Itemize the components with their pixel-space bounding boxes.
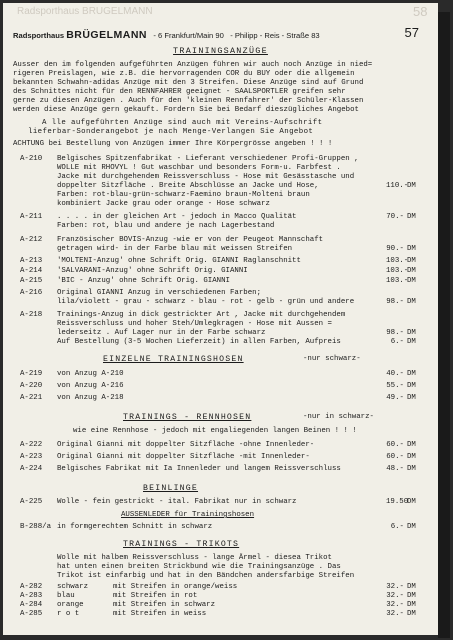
item-code: B-288/a <box>20 523 52 531</box>
item-description: Farben: rot, blau und andere je nach Lagerbestand <box>57 222 275 230</box>
trikot-price: 32.- <box>386 592 404 600</box>
item-price: 48.- <box>386 465 404 473</box>
trikot-color: r o t <box>57 610 80 618</box>
item-price: 60.- <box>386 441 404 449</box>
item-description: Jacke mit durchgehendem Reissverschluss - Hose mit Gesässtasche und <box>57 173 355 181</box>
item-description: Original GIANNI Anzug in verschiedenen Farben; <box>57 289 262 297</box>
currency-label: DM <box>407 277 416 285</box>
currency-label: DM <box>407 338 416 346</box>
item-price: 55.- <box>386 382 404 390</box>
intro-text: des Schnittes nicht für den RENNFAHRER geeignet - SAALSPORTLER greifen sehr <box>13 88 346 96</box>
item-description: Original Gianni mit doppelter Sitzfläche -ohne Innenleder- <box>57 441 315 449</box>
currency-label: DM <box>407 610 416 618</box>
item-price: 70.- <box>386 213 404 221</box>
ghost-left: Radsporthaus BRUGELMANN <box>17 6 153 17</box>
item-description: 'MOLTENI-Anzug' ohne Schrift Orig. GIANNI Raglanschnitt <box>57 257 301 265</box>
item-price: 6.- <box>390 523 404 531</box>
currency-label: DM <box>407 182 416 190</box>
item-code: A-223 <box>20 453 43 461</box>
currency-label: DM <box>407 601 416 609</box>
brand-name: BRÜGELMANN <box>66 29 148 41</box>
item-code: A-220 <box>20 382 43 390</box>
item-code: A-213 <box>20 257 43 265</box>
item-description: lila/violett - grau - schwarz - blau - rot - gelb - grün und andere <box>57 298 355 306</box>
item-code: A-218 <box>20 311 43 319</box>
currency-label: DM <box>407 267 416 275</box>
item-description: von Anzug A-218 <box>57 394 124 402</box>
intro-text: Ausser den im folgenden aufgeführten Anzügen führen wir auch noch Anzüge in nied= <box>13 61 373 69</box>
item-surcharge: 6.- <box>390 338 404 346</box>
shop-label: Radsporthaus <box>13 31 65 40</box>
vereins-note: A lle aufgeführten Anzüge sind auch mit Vereins-Aufschrift <box>42 119 323 127</box>
intro-text: gerne zu diesen Anzügen . Auch für den 'kleinen Rennfahrer' der Schüler-Klassen <box>13 97 364 105</box>
item-description: 'SALVARANI-Anzug' ohne Schrift Orig. GIANNI <box>57 267 248 275</box>
rennhosen-description: wie eine Rennhose - jedoch mit engaliegenden langen Beinen ! ! ! <box>73 427 357 435</box>
currency-label: DM <box>407 583 416 591</box>
intro-text: bekannten Schwahn-adidas Anzüge mit den 3 Streifen. Diese Anzüge sind auf Grund <box>13 79 364 87</box>
item-price: 110.- <box>386 182 409 190</box>
item-description: von Anzug A-210 <box>57 370 124 378</box>
section-title-trainingshosen: EINZELNE TRAININGSHOSEN <box>103 355 244 364</box>
item-code: A-219 <box>20 370 43 378</box>
item-description: WOLLE mit RHOVYL ! Gut waschbar und besonders Form-u. Farbfest . <box>57 164 341 172</box>
currency-label: DM <box>407 441 416 449</box>
trikot-color: schwarz <box>57 583 89 591</box>
trikot-code: A-284 <box>20 601 43 609</box>
trikot-code: A-285 <box>20 610 43 618</box>
section-title-rennhosen: TRAININGS - RENNHOSEN <box>123 413 252 422</box>
currency-label: DM <box>407 213 416 221</box>
trikot-stripes: mit Streifen in schwarz <box>113 601 216 609</box>
currency-label: DM <box>407 370 416 378</box>
item-code: A-210 <box>20 155 43 163</box>
trikot-color: blau <box>57 592 75 600</box>
trikot-color: orange <box>57 601 84 609</box>
section-note: -nur schwarz- <box>303 355 361 363</box>
item-description: Trainings-Anzug in dick gestrickter Art , Jacke mit durchgehendem <box>57 311 346 319</box>
address-city: - 6 Frankfurt/Main 90 <box>153 31 224 40</box>
trikot-price: 32.- <box>386 601 404 609</box>
item-description: Belgisches Spitzenfabrikat - Lieferant verschiedener Profi-Gruppen , <box>57 155 359 163</box>
item-code: A-222 <box>20 441 43 449</box>
address-street: - Philipp - Reis - Straße 83 <box>230 31 320 40</box>
currency-label: DM <box>407 465 416 473</box>
item-code: A-216 <box>20 289 43 297</box>
item-price: 103.- <box>386 257 409 265</box>
item-code: A-211 <box>20 213 43 221</box>
catalog-page <box>3 3 438 635</box>
trikot-stripes: mit Streifen in orange/weiss <box>113 583 238 591</box>
currency-label: DM <box>407 498 416 506</box>
item-description: Belgisches Fabrikat mit Ia Innenleder und langem Reissverschluss <box>57 465 341 473</box>
page-header <box>13 25 433 41</box>
item-price: 103.- <box>386 267 409 275</box>
section-title-trikots: TRAININGS - TRIKOTS <box>123 540 240 549</box>
item-price: 98.- <box>386 298 404 306</box>
item-code: A-215 <box>20 277 43 285</box>
trikot-price: 32.- <box>386 583 404 591</box>
trikot-description: Trikot ist einfarbig und hat in den Bändchen andersfarbige Streifen <box>57 572 355 580</box>
item-description: in formgerechtem Schnitt in schwarz <box>57 523 213 531</box>
item-code: A-225 <box>20 498 43 506</box>
section-title-trainingsanzuege: TRAININGSANZÜGE <box>173 46 268 56</box>
item-code: A-212 <box>20 236 43 244</box>
section-title-aussenleder: AUSSENLEDER für Trainingshosen <box>121 511 255 519</box>
intro-text: werden diese Anzüge gern gekauft. Fordern Sie bei Bedarf dieszügliches Angebot <box>13 106 359 114</box>
item-description: lederseitz . Auf Lager nur in der Farbe schwarz <box>57 329 266 337</box>
currency-label: DM <box>407 394 416 402</box>
item-description: Wolle - fein gestrickt - ital. Fabrikat nur in schwarz <box>57 498 297 506</box>
trikot-price: 32.- <box>386 610 404 618</box>
item-price: 19.50 <box>386 498 409 506</box>
trikot-code: A-282 <box>20 583 43 591</box>
item-price: 49.- <box>386 394 404 402</box>
item-description: Farben: rot-blau-grün-schwarz-Faemino braun-Molteni braun <box>57 191 310 199</box>
currency-label: DM <box>407 382 416 390</box>
trikot-description: Wolle mit halbem Reissverschluss - lange Ärmel - diesea Trikot <box>57 554 332 562</box>
item-code: A-221 <box>20 394 43 402</box>
currency-label: DM <box>407 245 416 253</box>
currency-label: DM <box>407 257 416 265</box>
item-description: Auf Bestellung (3-5 Wochen Lieferzeit) in allen Farben, Aufpreis <box>57 338 341 346</box>
currency-label: DM <box>407 329 416 337</box>
item-description: doppelter Sitzfläche . Breite Abschlüsse an Jacke und Hose, <box>57 182 319 190</box>
item-price: 40.- <box>386 370 404 378</box>
item-description: Original Gianni mit doppelter Sitzfläche -mit Innenleder- <box>57 453 310 461</box>
intro-text: rigeren Preislagen, wie z.B. die hervorragenden COR du BUY oder die allgemein <box>13 70 355 78</box>
currency-label: DM <box>407 298 416 306</box>
achtung-note: ACHTUNG bei Bestellung von Anzügen immer Ihre Körpergrösse angeben ! ! ! <box>13 140 333 148</box>
bleed-through-header <box>3 3 438 25</box>
item-description: . . . . in der gleichen Art - jedoch in Macco Qualität <box>57 213 297 221</box>
item-price: 98.- <box>386 329 404 337</box>
item-price: 90.- <box>386 245 404 253</box>
item-description: Französischer BOVIS-Anzug -wie er von der Peugeot Mannschaft <box>57 236 324 244</box>
trikot-stripes: mit Streifen in weiss <box>113 610 207 618</box>
trikot-stripes: mit Streifen in rot <box>113 592 198 600</box>
ghost-right: 58 <box>413 4 428 19</box>
currency-label: DM <box>407 592 416 600</box>
page-number: 57 <box>404 25 419 40</box>
currency-label: DM <box>407 523 416 531</box>
item-code: A-224 <box>20 465 43 473</box>
trikot-code: A-283 <box>20 592 43 600</box>
item-code: A-214 <box>20 267 43 275</box>
item-price: 103.- <box>386 277 409 285</box>
item-description: getragen wird- in der Farbe blau mit weissen Streifen <box>57 245 293 253</box>
currency-label: DM <box>407 453 416 461</box>
item-price: 60.- <box>386 453 404 461</box>
item-description: Reissverschluss und hoher Steh/Umlegkragen - Hose mit Aussen = <box>57 320 332 328</box>
section-title-beinlinge: BEINLINGE <box>143 484 199 493</box>
trikot-description: hat unten einen breiten Strickbund wie die Trainingsanzüge . Das <box>57 563 341 571</box>
page-shadow <box>438 12 450 638</box>
item-description: 'BIC - Anzug' ohne Schrift Orig. GIANNI <box>57 277 230 285</box>
item-description: kombiniert Jacke grau oder orange - Hose schwarz <box>57 200 270 208</box>
item-description: von Anzug A-216 <box>57 382 124 390</box>
section-note: -nur in schwarz- <box>303 413 374 421</box>
vereins-note: lieferbar-Sonderangebot je nach Menge-Verlangen Sie Angebot <box>28 128 314 136</box>
